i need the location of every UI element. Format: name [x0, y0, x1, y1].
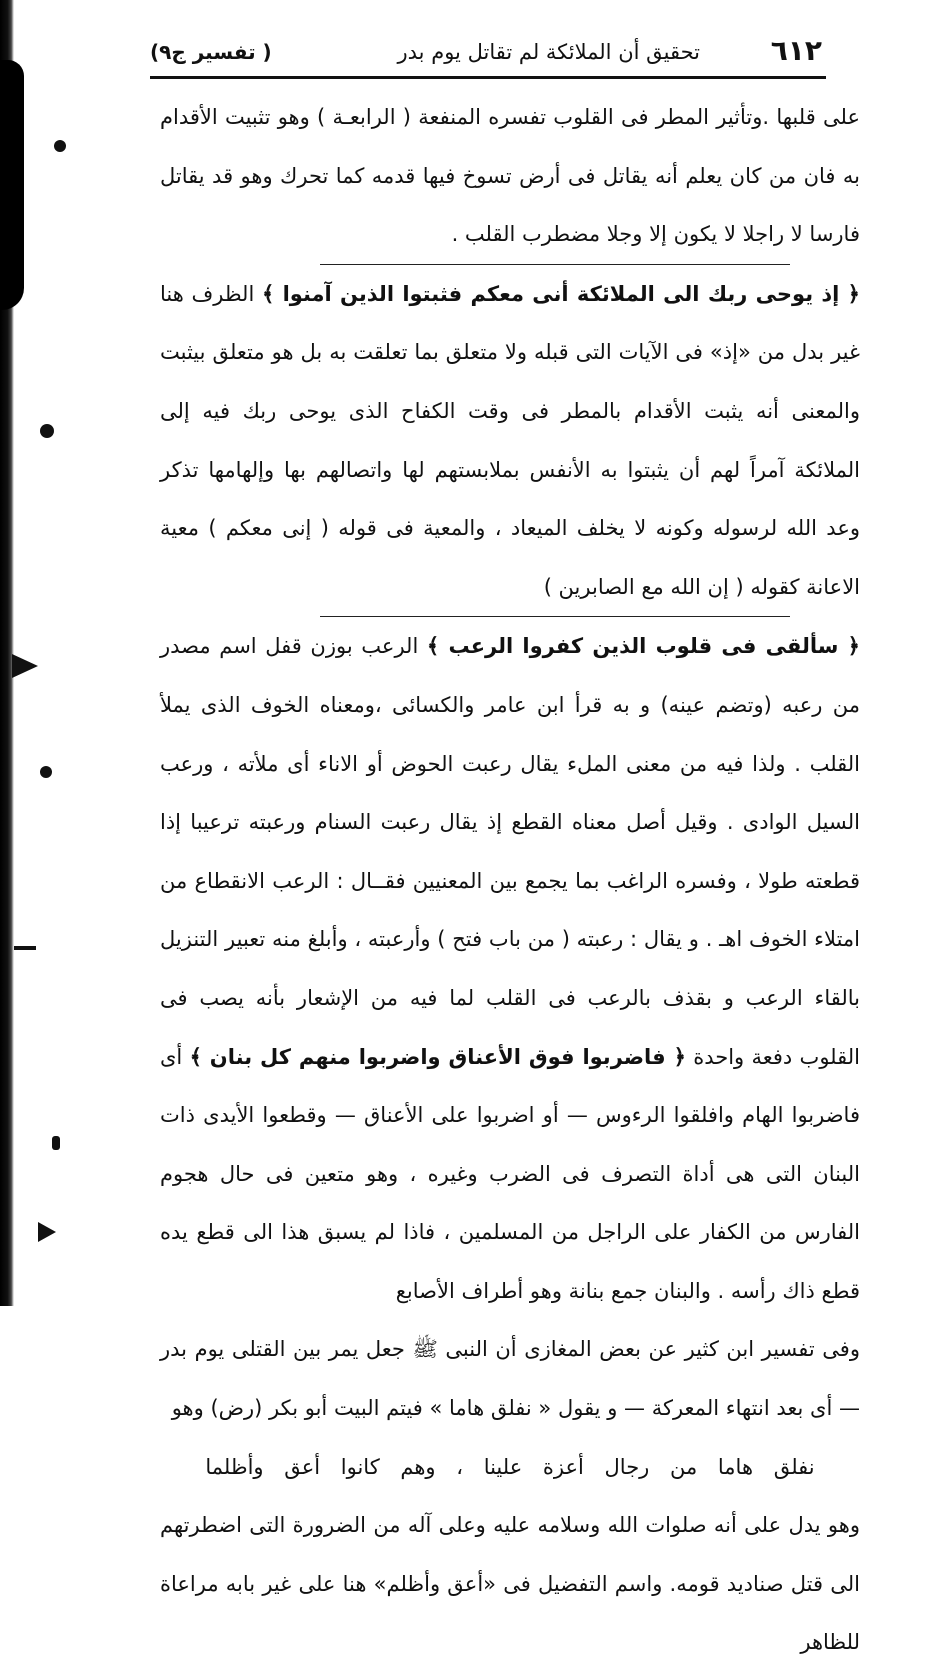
quran-verse: ﴿ فاضربوا فوق الأعناق واضربوا منهم كل بنان ﴾ — [189, 1044, 686, 1069]
poem-verse: نفلق هاما من رجال أعزة علينا ، وهم كانوا أعق وأظلما — [205, 1454, 815, 1479]
scan-binding-shadow — [0, 60, 24, 310]
scan-speck — [12, 654, 38, 678]
page-body — [160, 88, 860, 1672]
paragraph — [160, 617, 860, 1320]
header-rule — [150, 76, 826, 79]
paragraph — [160, 88, 860, 264]
scan-speck — [14, 946, 36, 950]
quran-verse: ﴿ سألقى فى قلوب الذين كفروا الرعب ﴾ — [426, 634, 860, 659]
scan-speck — [38, 1222, 56, 1242]
scan-speck — [40, 424, 54, 438]
quran-verse: ﴿ إذ يوحى ربك الى الملائكة أنى معكم فثبتوا الذين آمنوا ﴾ — [261, 281, 860, 306]
scan-speck — [40, 766, 52, 778]
paragraph-text: الرعب بوزن قفل اسم مصدر من رعبه (وتضم عينه) و به قرأ ابن عامر والكسائى ،ومعناه الخوف الذى يملأ القلب . ولذا فيه من معنى الملء يقال رعبت الحوض أو الاناء أى ملأته ، ورعب السيل الوادى . وقيل أصل معناه القطع إذ يقال رعبت السنام ورعبته ترعيبا إذا قطعته طولا ، وفسره الراغب بما يجمع بين المعنيين فقــال : الرعب الانقطاع من امتلاء الخوف اهـ . و يقال : رعبته ( من باب فتح ) وأرعبته ، وأبلغ منه تعبير التنزيل بالقاء الرعب و بقذف بالرعب فى القلب لما فيه من الإشعار بأنه يصب فى القلوب دفعة واحدة — [160, 634, 860, 1069]
scan-speck — [54, 140, 66, 152]
paragraph-text: وفى تفسير ابن كثير عن بعض المغازى أن النبى ﷺ جعل يمر بين القتلى يوم بدر — أى بعد انتهاء المعركة — و يقول « نفلق هاما » فيتم البيت أبو بكر (رض) وهو — [160, 1337, 860, 1421]
running-title: تحقيق أن الملائكة لم تقاتل يوم بدر — [397, 40, 700, 64]
paragraph — [160, 265, 860, 617]
paragraph-text: الظرف هنا غير بدل من «إذ» فى الآيات التى قبله ولا متعلق بما تعلقت به بل هو متعلق بيثبت والمعنى أنه يثبت الأقدام بالمطر فى وقت الكفاح الذى يوحى ربك فيه إلى الملائكة آمراً لهم أن يثبتوا به الأنفس بملابستهم لها واتصالهم بها وإلهامها تذكر وعد الله لرسوله وكونه لا يخلف الميعاد ، والمعية فى قوله ( إنى معكم ) معية الاعانة كقوله ( إن الله مع الصابرين ) — [160, 281, 860, 599]
paragraph — [160, 1496, 860, 1672]
paragraph-text: أى فاضربوا الهام وافلقوا الرءوس — أو اضربوا على الأعناق — وقطعوا الأيدى ذات البنان التى هى أداة التصرف فى الضرب وغيره ، وهو متعين فى حال هجوم الفارس من الكفار على الراجل من المسلمين ، فاذا لم يسبق هذا الى قطع يده قطع ذاك رأسه . والبنان جمع بنانة وهو أطراف الأصابع — [160, 1044, 860, 1303]
paragraph-text: وهو يدل على أنه صلوات الله وسلامه عليه وعلى آله من الضرورة التى اضطرتهم الى قتل صناديد قومه. واسم التفضيل فى «أعق وأظلم» هنا على غير بابه مراعاة للظاهر — [160, 1513, 860, 1655]
volume-label: ( تفسير ج٩) — [150, 40, 272, 64]
page-header — [150, 36, 822, 70]
scan-speck — [52, 1136, 60, 1150]
paragraph — [160, 1320, 860, 1437]
paragraph-text: على قلبها .وتأثير المطر فى القلوب تفسره المنفعة ( الرابعـة ) وهو تثبيت الأقدام به فان من كان يعلم أنه يقاتل فى أرض تسوخ فيها قدمه كما تحرك وهو قد يقاتل فارسا لا راجلا لا يكون إلا وجلا مضطرب القلب . — [160, 105, 860, 247]
page-number: ٦١٢ — [770, 34, 822, 67]
